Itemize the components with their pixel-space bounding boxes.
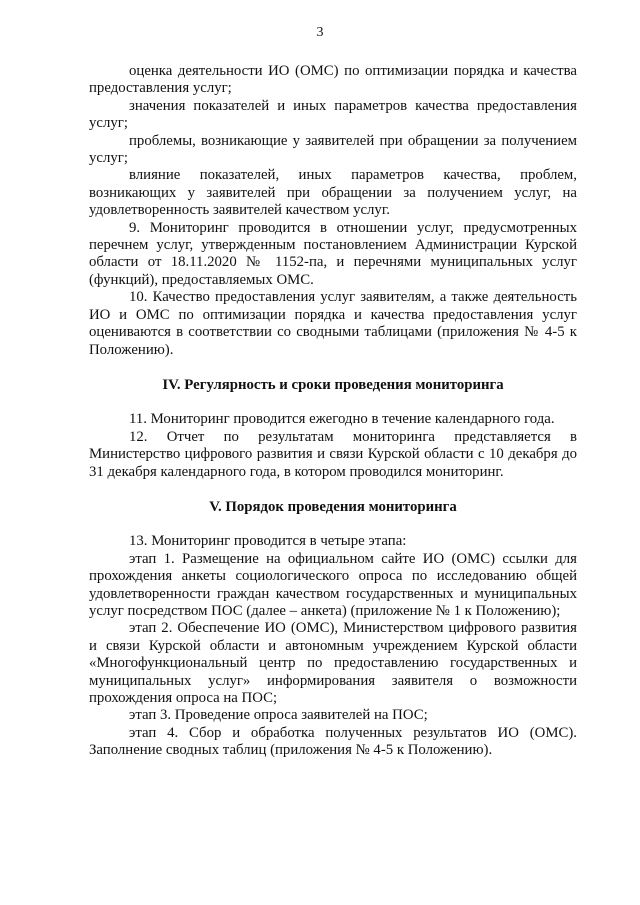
stage-3-paragraph: этап 3. Проведение опроса заявителей на ПОС; <box>129 707 428 724</box>
paragraph-item-9: 9. Мониторинг проводится в отношении услуг, предусмотренных перечнем услуг, утвержденным постановлением Администрации Курской области от 18.11.2020 № 1152-па, и перечнями муниципальных услуг (функций), предоставляемых ОМС. <box>89 219 577 288</box>
paragraph-item-12: 12. Отчет по результатам мониторинга представляется в Министерство цифрового развития и связи Курской области с 10 декабря до 31 декабря календарного года, в котором проводился мониторинг. <box>89 428 577 480</box>
paragraph: проблемы, возникающие у заявителей при обращении за получением услуг; <box>89 132 577 167</box>
stage-2-paragraph: этап 2. Обеспечение ИО (ОМС), Министерством цифрового развития и связи Курской области и автономным учреждением Курской области «Многофункциональный центр по предоставлению государственных и муниципальных услуг» информирования заявителя о возможности прохождения опроса на ПОС; <box>89 620 577 706</box>
paragraph: влияние показателей, иных параметров качества, проблем, возникающих у заявителей при обращении за получением услуг, на удовлетворенность заявителей качеством услуг. <box>89 167 577 219</box>
document-body <box>89 63 577 760</box>
paragraph-item-13: 13. Мониторинг проводится в четыре этапа: <box>129 533 407 550</box>
section-v-heading: V. Порядок проведения мониторинга <box>209 498 457 515</box>
stage-1-paragraph: этап 1. Размещение на официальном сайте ИО (ОМС) ссылки для прохождения анкеты социологического опроса по исследованию общей удовлетворенности граждан качеством государственных и муниципальных услуг посредством ПОС (далее – анкета) (приложение № 1 к Положению); <box>89 550 577 619</box>
paragraph: значения показателей и иных параметров качества предоставления услуг; <box>89 97 577 132</box>
page-number: 3 <box>316 25 324 40</box>
stage-4-paragraph: этап 4. Сбор и обработка полученных результатов ИО (ОМС). Заполнение сводных таблиц (приложения № 4-5 к Положению). <box>89 724 577 759</box>
section-iv-heading: IV. Регулярность и сроки проведения мониторинга <box>162 376 504 393</box>
paragraph: оценка деятельности ИО (ОМС) по оптимизации порядка и качества предоставления услуг; <box>89 63 577 97</box>
paragraph-item-10: 10. Качество предоставления услуг заявителям, а также деятельность ИО и ОМС по оптимизации порядка и качества предоставления услуг оцениваются в соответствии со сводными таблицами (приложения № 4-5 к Положению). <box>89 289 577 358</box>
paragraph-item-11: 11. Мониторинг проводится ежегодно в течение календарного года. <box>129 411 555 428</box>
